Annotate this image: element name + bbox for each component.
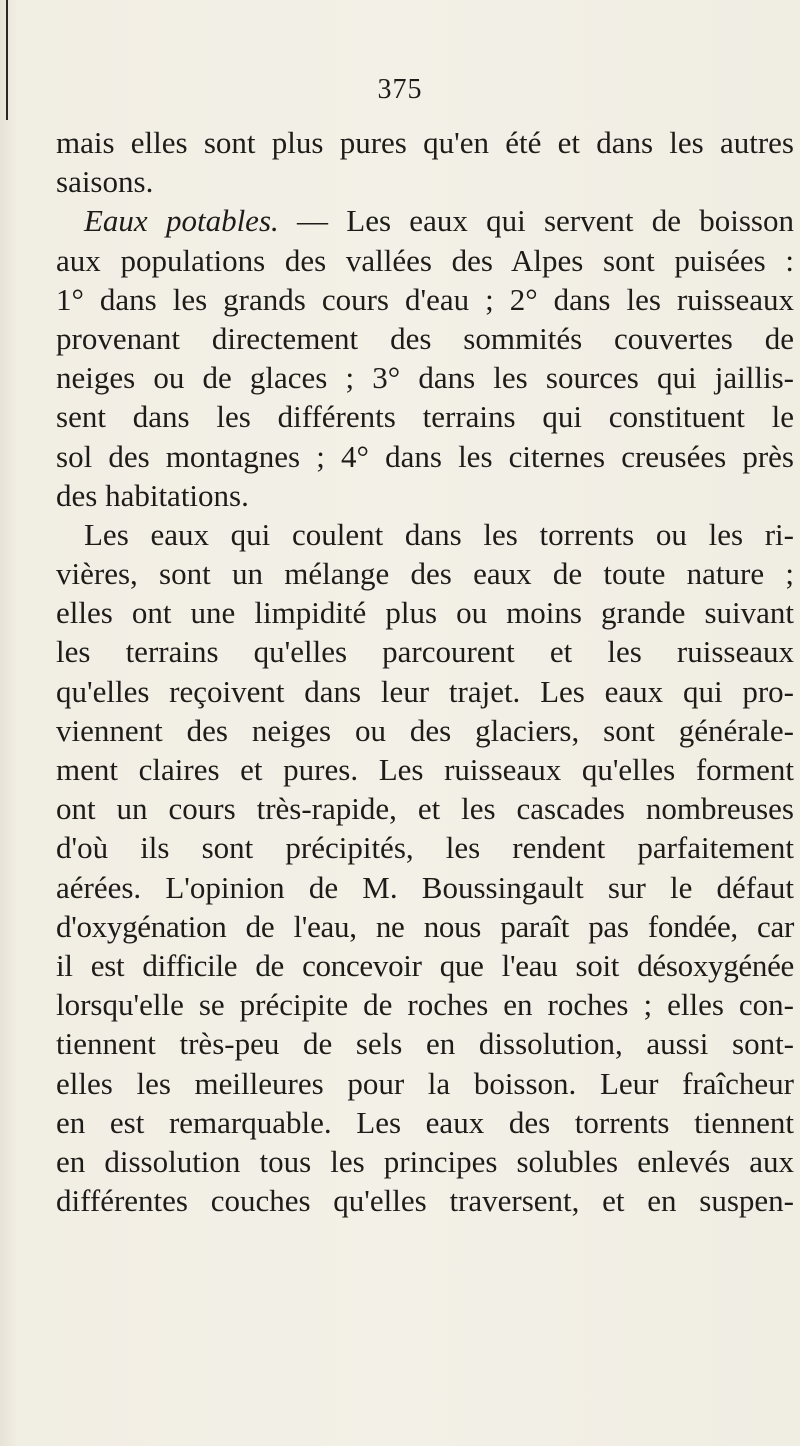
section-heading: Eaux potables. [84,203,279,239]
text-line-9: sol des montagnes ; 4° dans les citernes creusées près [56,438,794,474]
text-line-10: des habitations. [56,477,249,513]
text-line-22: il est difficile de concevoir que l'eau soit désoxygénée [56,947,794,983]
text-line-26: en est remarquable. Les eaux des torrents tiennent [56,1104,794,1140]
text-line-12: vières, sont un mélange des eaux de toute nature ; [56,556,794,592]
text-line-19: d'où ils sont précipités, les rendent parfaitement [56,830,794,866]
section-heading-rest: — Les eaux qui servent de boisson [278,203,794,239]
text-line-14: les terrains qu'elles parcourent et les ruisseaux [56,634,794,670]
text-line-23: lorsqu'elle se précipite de roches en roches ; elles con- [56,987,794,1023]
text-line-21: d'oxygénation de l'eau, ne nous paraît pas fondée, car [56,908,794,944]
text-line-6: provenant directement des sommités couvertes de [56,320,794,356]
text-line-1: mais elles sont plus pures qu'en été et dans les autres [56,125,794,160]
text-line-18: ont un cours très-rapide, et les cascades nombreuses [56,791,794,827]
text-line-13: elles ont une limpidité plus ou moins grande suivant [56,595,794,631]
text-line-16: viennent des neiges ou des glaciers, sont générale- [56,712,794,748]
text-line-7: neiges ou de glaces ; 3° dans les sources qui jaillis- [56,360,794,396]
text-line-2: saisons. [56,164,154,200]
page-number: 375 [377,74,423,105]
text-line-25: elles les meilleures pour la boisson. Leur fraîcheur [56,1065,794,1101]
text-line-28: différentes couches qu'elles traversent, et en suspen- [56,1183,794,1219]
text-line-8: sent dans les différents terrains qui constituent le [56,399,794,435]
text-line-15: qu'elles reçoivent dans leur trajet. Les eaux qui pro- [56,673,794,709]
section-heading-line [56,201,794,240]
text-line-20: aérées. L'opinion de M. Boussingault sur le défaut [56,869,794,905]
body-text [56,123,794,1220]
text-line-5: 1° dans les grands cours d'eau ; 2° dans les ruisseaux [56,281,794,317]
text-line-11: Les eaux qui coulent dans les torrents ou les ri- [84,516,794,552]
text-line-4: aux populations des vallées des Alpes sont puisées : [56,242,794,278]
text-line-27: en dissolution tous les principes solubles enlevés aux [56,1143,794,1179]
text-line-17: ment claires et pures. Les ruisseaux qu'elles forment [56,752,794,787]
text-line-24: tiennent très-peu de sels en dissolution, aussi sont- [56,1026,794,1062]
